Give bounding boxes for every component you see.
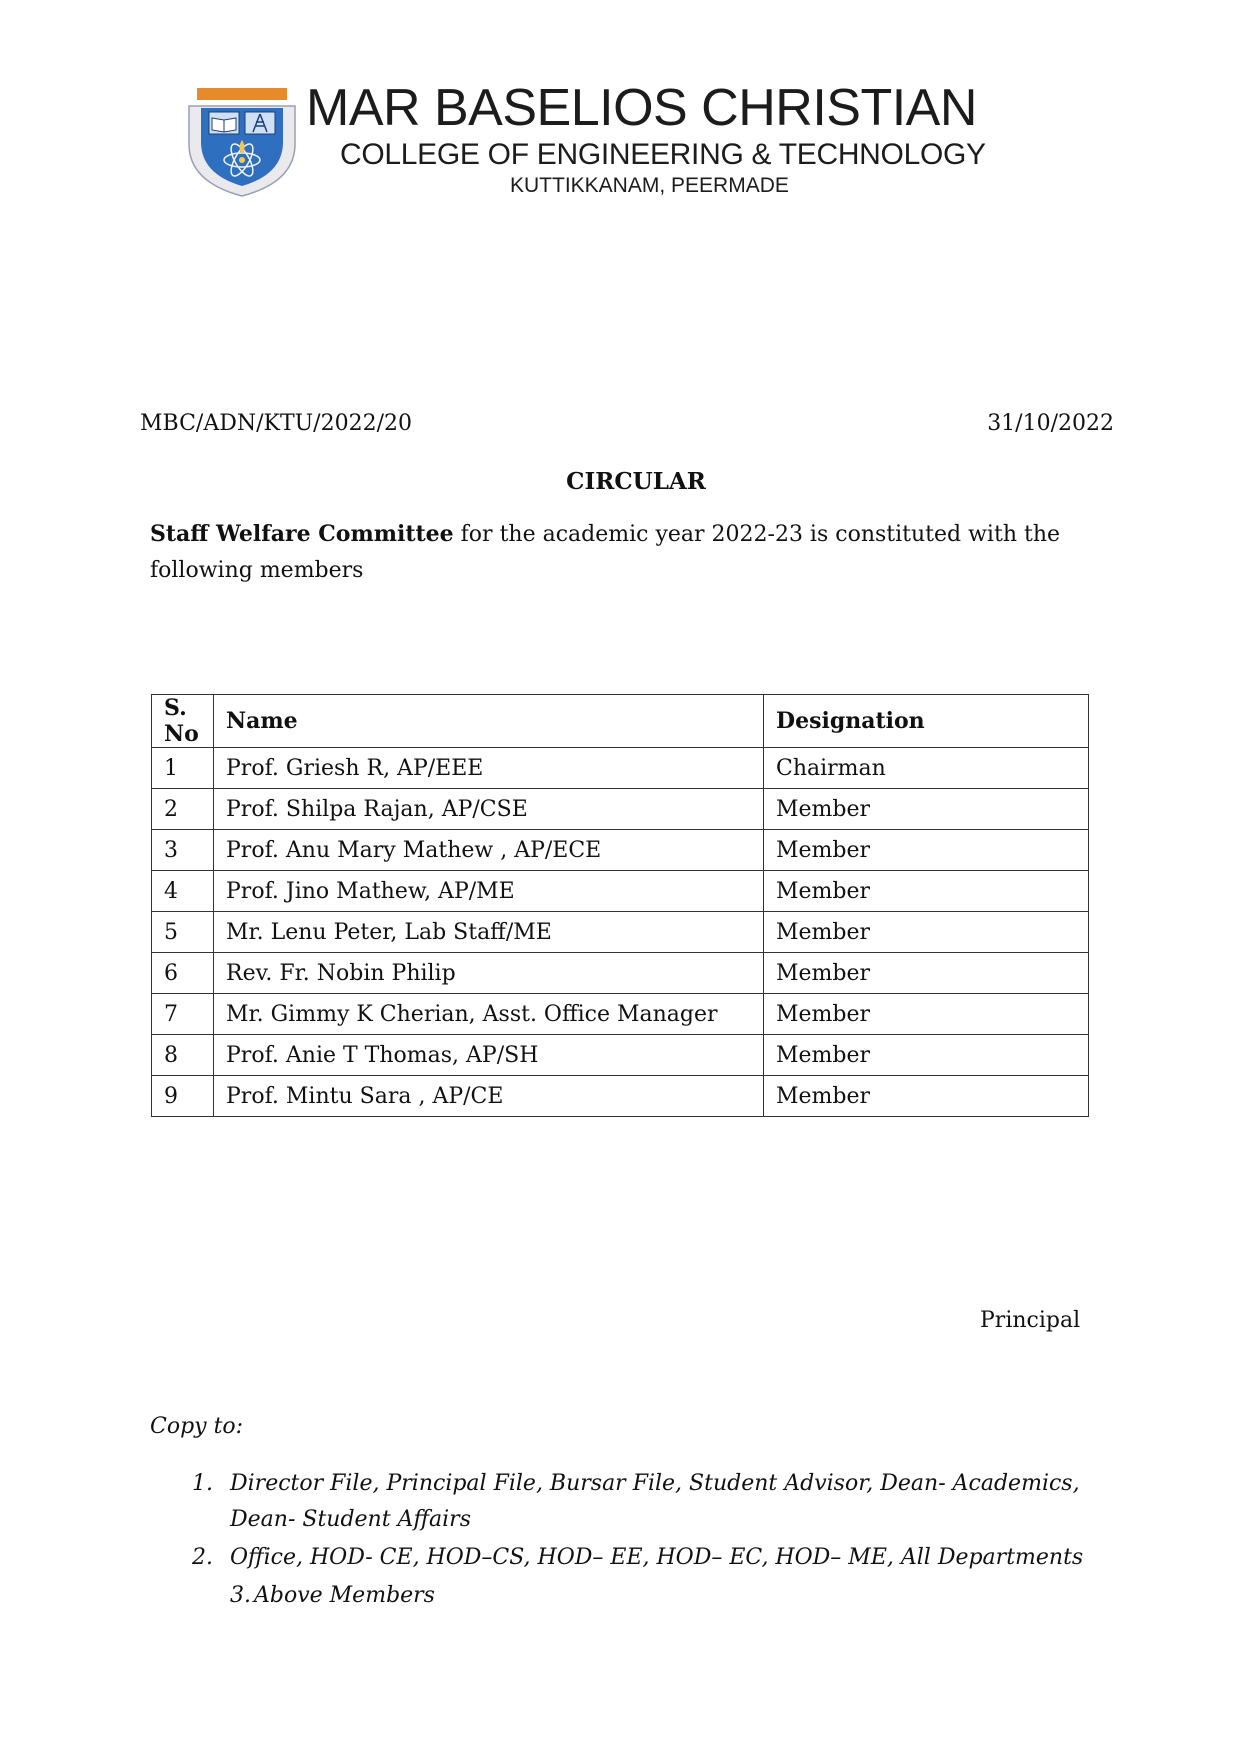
cell-designation: Member (764, 953, 1089, 994)
copy-to-label: Copy to: (150, 1414, 244, 1439)
copy-to-list (150, 1466, 1090, 1614)
signatory: Principal (980, 1308, 1081, 1333)
table-row (152, 1035, 1089, 1076)
members-table (151, 694, 1089, 1117)
cell-sno: 5 (152, 912, 214, 953)
cell-name: Prof. Jino Mathew, AP/ME (214, 871, 764, 912)
college-crest-icon (183, 86, 301, 198)
cell-designation: Member (764, 1035, 1089, 1076)
reference-number: MBC/ADN/KTU/2022/20 (140, 411, 412, 436)
cell-name: Rev. Fr. Nobin Philip (214, 953, 764, 994)
circular-title: CIRCULAR (566, 468, 706, 495)
cell-name: Prof. Anie T Thomas, AP/SH (214, 1035, 764, 1076)
cell-sno: 8 (152, 1035, 214, 1076)
cell-name: Mr. Gimmy K Cherian, Asst. Office Manager (214, 994, 764, 1035)
cell-designation: Member (764, 789, 1089, 830)
cell-name: Mr. Lenu Peter, Lab Staff/ME (214, 912, 764, 953)
list-item-text: Office, HOD- CE, HOD–CS, HOD– EE, HOD– EC, HOD– ME, All Departments (230, 1545, 1084, 1570)
cell-sno: 4 (152, 871, 214, 912)
header-sno: S. No (152, 695, 214, 748)
header-name: Name (214, 695, 764, 748)
cell-name: Prof. Anu Mary Mathew , AP/ECE (214, 830, 764, 871)
list-item-number: 3. (230, 1583, 251, 1608)
cell-sno: 2 (152, 789, 214, 830)
list-item (150, 1578, 1090, 1614)
cell-sno: 7 (152, 994, 214, 1035)
list-item (150, 1466, 1090, 1538)
college-location: KUTTIKKANAM, PEERMADE (510, 174, 789, 197)
cell-name: Prof. Griesh R, AP/EEE (214, 748, 764, 789)
cell-designation: Member (764, 1076, 1089, 1117)
cell-designation: Member (764, 871, 1089, 912)
intro-paragraph (150, 516, 1130, 589)
table-header-row (152, 695, 1089, 748)
cell-designation: Member (764, 912, 1089, 953)
table-row (152, 830, 1089, 871)
table-row (152, 953, 1089, 994)
list-item (150, 1540, 1090, 1576)
table-row (152, 748, 1089, 789)
intro-text: for the academic year 2022-23 is constituted with the following members (150, 522, 1061, 583)
cell-name: Prof. Mintu Sara , AP/CE (214, 1076, 764, 1117)
circular-date: 31/10/2022 (987, 411, 1114, 436)
list-item-text: Director File, Principal File, Bursar File, Student Advisor, Dean- Academics, Dean- Student Affairs (230, 1471, 1080, 1532)
cell-sno: 3 (152, 830, 214, 871)
list-item-number: 2. (192, 1545, 213, 1570)
cell-designation: Member (764, 994, 1089, 1035)
table-row (152, 912, 1089, 953)
cell-sno: 6 (152, 953, 214, 994)
list-item-number: 1. (192, 1471, 213, 1496)
committee-name: Staff Welfare Committee (150, 521, 454, 547)
table-row (152, 1076, 1089, 1117)
table-row (152, 994, 1089, 1035)
cell-name: Prof. Shilpa Rajan, AP/CSE (214, 789, 764, 830)
college-subtitle: COLLEGE OF ENGINEERING & TECHNOLOGY (340, 138, 986, 171)
table-row (152, 871, 1089, 912)
cell-sno: 1 (152, 748, 214, 789)
header-designation: Designation (764, 695, 1089, 748)
list-item-text: Above Members (254, 1583, 435, 1608)
table-row (152, 789, 1089, 830)
cell-designation: Member (764, 830, 1089, 871)
cell-sno: 9 (152, 1076, 214, 1117)
college-name: MAR BASELIOS CHRISTIAN (306, 79, 977, 137)
cell-designation: Chairman (764, 748, 1089, 789)
